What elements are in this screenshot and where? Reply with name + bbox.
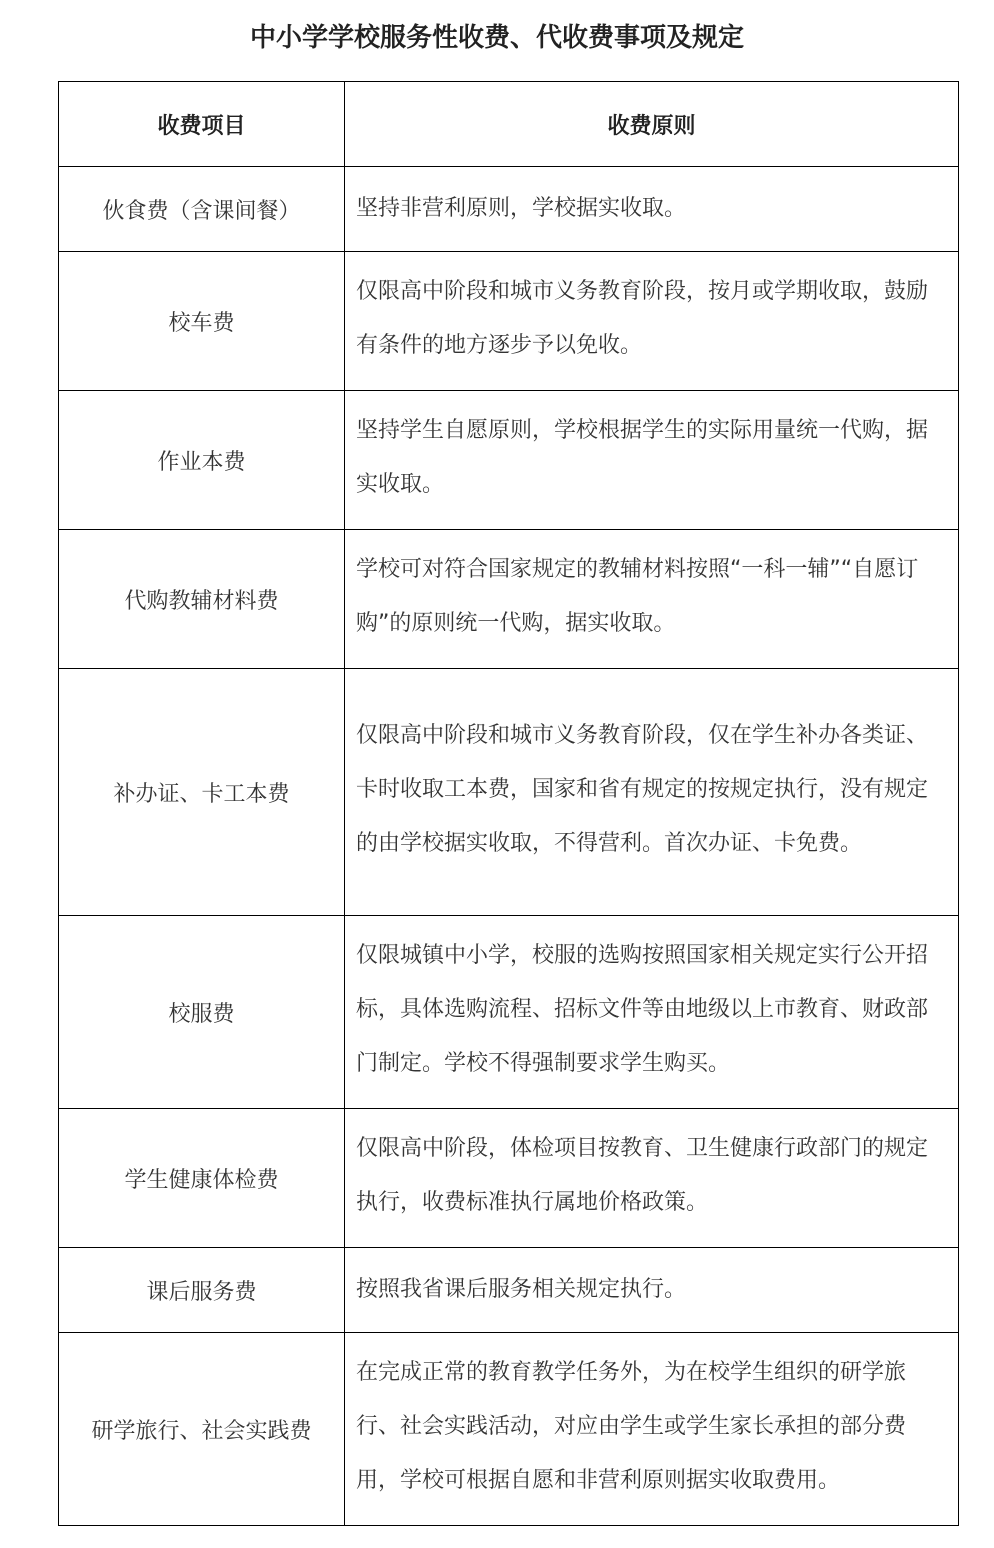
fee-item-cell: 学生健康体检费 xyxy=(59,1109,345,1248)
fee-rule-cell: 按照我省课后服务相关规定执行。 xyxy=(345,1248,959,1333)
page-title: 中小学学校服务性收费、代收费事项及规定 xyxy=(249,23,744,53)
table-row xyxy=(59,1248,959,1333)
table-row xyxy=(59,1109,959,1248)
header-fee-rule: 收费原则 xyxy=(345,82,959,167)
fee-rule-cell: 仅限高中阶段，体检项目按教育、卫生健康行政部门的规定执行，收费标准执行属地价格政策。 xyxy=(345,1109,959,1248)
fee-rule-cell: 学校可对符合国家规定的教辅材料按照“一科一辅”“自愿订购”的原则统一代购，据实收取。 xyxy=(345,530,959,669)
fee-rule-cell: 仅限高中阶段和城市义务教育阶段，按月或学期收取，鼓励有条件的地方逐步予以免收。 xyxy=(345,252,959,391)
fee-rule-cell: 坚持学生自愿原则，学校根据学生的实际用量统一代购，据实收取。 xyxy=(345,391,959,530)
fee-item-cell: 研学旅行、社会实践费 xyxy=(59,1333,345,1526)
fee-table xyxy=(58,81,959,1526)
table-row xyxy=(59,167,959,252)
table-row xyxy=(59,669,959,916)
fee-item-cell: 作业本费 xyxy=(59,391,345,530)
fee-item-cell: 课后服务费 xyxy=(59,1248,345,1333)
header-fee-item: 收费项目 xyxy=(59,82,345,167)
table-row xyxy=(59,916,959,1109)
table-row xyxy=(59,391,959,530)
fee-item-cell: 代购教辅材料费 xyxy=(59,530,345,669)
fee-item-cell: 校车费 xyxy=(59,252,345,391)
table-header-row xyxy=(59,82,959,167)
table-row xyxy=(59,530,959,669)
fee-rule-cell: 仅限高中阶段和城市义务教育阶段，仅在学生补办各类证、卡时收取工本费，国家和省有规定的按规定执行，没有规定的由学校据实收取，不得营利。首次办证、卡免费。 xyxy=(345,669,959,916)
fee-rule-cell: 仅限城镇中小学，校服的选购按照国家相关规定实行公开招标，具体选购流程、招标文件等由地级以上市教育、财政部门制定。学校不得强制要求学生购买。 xyxy=(345,916,959,1109)
fee-rule-cell: 坚持非营利原则，学校据实收取。 xyxy=(345,167,959,252)
fee-rule-cell: 在完成正常的教育教学任务外，为在校学生组织的研学旅行、社会实践活动，对应由学生或学生家长承担的部分费用，学校可根据自愿和非营利原则据实收取费用。 xyxy=(345,1333,959,1526)
fee-item-cell: 校服费 xyxy=(59,916,345,1109)
table-row xyxy=(59,252,959,391)
table-row xyxy=(59,1333,959,1526)
fee-item-cell: 伙食费（含课间餐） xyxy=(59,167,345,252)
fee-item-cell: 补办证、卡工本费 xyxy=(59,669,345,916)
